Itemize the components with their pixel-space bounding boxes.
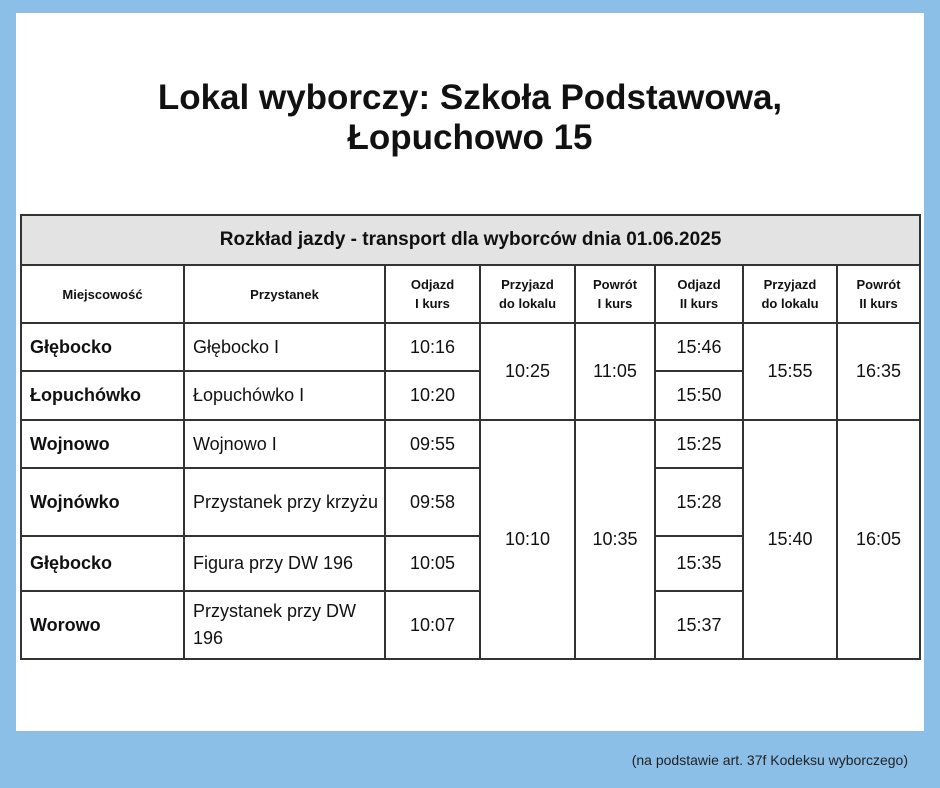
title-line-1: Lokal wyborczy: Szkoła Podstawowa, (157, 78, 783, 117)
row-town: Wojnowo (21, 420, 184, 468)
header-return-1 (575, 265, 655, 323)
schedule-caption: Rozkład jazdy - transport dla wyborców dnia 01.06.2025 (21, 215, 920, 265)
header-departure-1-line1: Odjazd (410, 277, 455, 292)
header-return-1-line2: I kurs (597, 296, 633, 311)
header-arrival-2-line1: Przyjazd (763, 277, 817, 292)
row-departure-1: 09:58 (385, 468, 480, 536)
row-town: Worowo (21, 591, 184, 659)
row-stop: Głębocko I (184, 323, 385, 371)
header-row (21, 265, 920, 323)
row-departure-1: 10:07 (385, 591, 480, 659)
row-departure-1: 10:05 (385, 536, 480, 591)
row-departure-2: 15:50 (655, 371, 743, 420)
row-departure-2: 15:46 (655, 323, 743, 371)
group-return-2: 16:05 (837, 420, 920, 659)
row-departure-2: 15:25 (655, 420, 743, 468)
header-departure-2-line2: II kurs (679, 296, 719, 311)
header-departure-2 (655, 265, 743, 323)
header-stop: Przystanek (184, 265, 385, 323)
header-departure-1-line2: I kurs (415, 296, 450, 311)
group-arrival-1: 10:10 (480, 420, 575, 659)
row-town: Głębocko (21, 323, 184, 371)
row-stop: Łopuchówko I (184, 371, 385, 420)
group-return-2: 16:35 (837, 323, 920, 420)
header-arrival-2 (743, 265, 837, 323)
row-departure-2: 15:37 (655, 591, 743, 659)
header-arrival-1-line1: Przyjazd (501, 277, 554, 292)
row-departure-1: 09:55 (385, 420, 480, 468)
header-return-2 (837, 265, 920, 323)
header-departure-2-line1: Odjazd (677, 277, 721, 292)
row-departure-1: 10:20 (385, 371, 480, 420)
row-stop: Wojnowo I (184, 420, 385, 468)
header-return-2-line2: II kurs (859, 296, 898, 311)
header-arrival-2-line2: do lokalu (761, 296, 819, 311)
row-town: Wojnówko (21, 468, 184, 536)
legal-footnote: (na podstawie art. 37f Kodeksu wyborczego) (631, 752, 908, 768)
row-stop: Przystanek przy DW 196 (184, 591, 385, 659)
header-arrival-1 (480, 265, 575, 323)
group-return-1: 11:05 (575, 323, 655, 420)
schedule-table (20, 214, 921, 660)
group-arrival-2: 15:55 (743, 323, 837, 420)
row-stop: Przystanek przy krzyżu (184, 468, 385, 536)
header-arrival-1-line2: do lokalu (498, 296, 557, 311)
row-departure-1: 10:16 (385, 323, 480, 371)
group-arrival-1: 10:25 (480, 323, 575, 420)
group-arrival-2: 15:40 (743, 420, 837, 659)
group-return-1: 10:35 (575, 420, 655, 659)
header-departure-1 (385, 265, 480, 323)
header-return-2-line1: Powrót (856, 277, 901, 292)
header-return-1-line1: Powrót (592, 277, 638, 292)
title-line-2: Łopuchowo 15 (347, 118, 593, 157)
table-row (21, 323, 920, 371)
row-stop: Figura przy DW 196 (184, 536, 385, 591)
row-town: Głębocko (21, 536, 184, 591)
row-town: Łopuchówko (21, 371, 184, 420)
table-row (21, 420, 920, 468)
row-departure-2: 15:35 (655, 536, 743, 591)
row-departure-2: 15:28 (655, 468, 743, 536)
page-title (0, 78, 940, 158)
header-town: Miejscowość (21, 265, 184, 323)
